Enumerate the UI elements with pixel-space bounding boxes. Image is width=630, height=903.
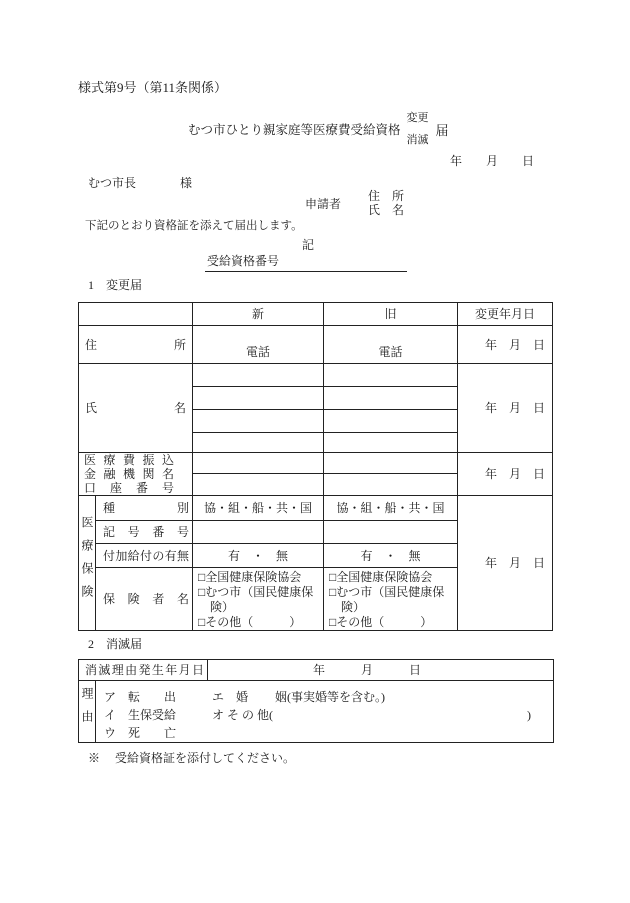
t1-symbol-label: 記号番号 [96,521,193,544]
addressee-line [88,176,192,190]
t1-name-label: 氏名 [79,364,193,453]
t1-name-new-3 [193,410,324,433]
applicant-name-label: 氏 名 [368,203,405,217]
t1-insurer-old [324,568,458,631]
insurer-checkbox-option-1: □全国健康保険協会 [198,570,302,584]
reason-option-o-open: オ そ の 他( [212,708,273,722]
t1-type-new: 協・組・船・共・国 [193,496,324,521]
t1-name-old-3 [324,410,458,433]
form-title-options [407,113,429,146]
recipient-number-field: 受給資格番号 [205,254,407,272]
section2-heading: 2 消滅届 [88,637,143,651]
t1-symbol-old [324,521,458,544]
t1-insurance-date-cell: 年 月 日 [458,496,553,631]
form-title-suffix: 届 [435,122,449,138]
t1-type-old: 協・組・船・共・国 [324,496,458,521]
expiration-notification-table [78,659,554,743]
reason-option-e: エ 婚 姻(事実婚等を含む。) [212,690,385,704]
t1-header-old: 旧 [324,303,458,326]
t1-address-date-cell: 年 月 日 [458,326,553,364]
t1-surcharge-label: 付加給付の有無 [96,544,193,568]
title-option-expire: 消滅 [406,133,429,146]
title-option-change: 変更 [406,111,429,124]
addressee: むつ市長 [88,176,137,190]
applicant-fields [368,189,404,217]
reason-option-o [212,706,553,724]
addressee-honorific: 様 [180,176,193,190]
form-title-main: むつ市ひとり親家庭等医療費受給資格 [188,123,401,137]
t1-corner-cell [79,303,193,326]
section1-heading: 1 変更届 [88,278,143,292]
insurer-checkbox-option-3: □その他（ ） [198,615,302,629]
t2-reason-group-label [79,681,96,743]
insurer-checkbox-option-3: □その他（ ） [329,615,433,629]
t1-name-old-1 [324,364,458,387]
applicant-address-label: 住 所 [368,189,405,203]
t1-surcharge-new: 有 ・ 無 [193,544,324,568]
change-notification-table [78,302,553,631]
t1-type-label: 種別 [96,496,193,521]
applicant-block [305,189,404,217]
form-number: 様式第9号（第11条関係） [78,80,228,95]
bank-label-line3: 口座番号 [84,481,174,495]
t1-bank-old-1 [324,453,458,474]
t1-insurer-label: 保険者名 [96,568,193,631]
t1-name-new-1 [193,364,324,387]
t1-name-old-2 [324,387,458,410]
t1-address-new-cell [193,326,324,364]
t1-name-new-2 [193,387,324,410]
phone-label-new: 電話 [245,345,270,359]
reason-option-u: ウ 死 亡 [104,726,177,740]
header-date-line: 年 月 日 [450,154,535,168]
t1-insurer-new [193,568,324,631]
t1-bank-date-cell: 年 月 日 [458,453,553,496]
reason-option-i: イ 生保受給 [104,708,177,722]
t2-reason-date-label: 消滅理由発生年月日 [79,660,208,681]
t1-address-old-cell [324,326,458,364]
form-title [188,111,449,147]
record-mark: 記 [302,238,315,252]
t1-header-change-date: 変更年月日 [458,303,553,326]
t2-reasons-cell [96,681,554,743]
t1-surcharge-old: 有 ・ 無 [324,544,458,568]
declaration-sentence: 下記のとおり資格証を添えて届出します。 [85,220,303,232]
bank-label-line1: 医療費振込 [84,453,174,467]
t1-symbol-new [193,521,324,544]
footnote: ※ 受給資格証を添付してください。 [88,751,296,765]
insurance-group-vertical-text: 医療保険 [80,515,94,608]
reason-row-3 [104,724,553,742]
phone-label-old: 電話 [378,345,403,359]
t1-name-old-4 [324,433,458,453]
t1-address-label: 住所 [79,326,193,364]
t2-reason-date-cell: 年 月 日 [208,660,554,681]
reason-row-1 [104,688,553,706]
reason-group-vertical-text: 理由 [80,687,94,733]
bank-label-line2: 金融機関名 [84,467,174,481]
reason-option-o-close: ) [527,708,532,722]
t1-bank-new-1 [193,453,324,474]
t1-bank-old-2 [324,474,458,496]
insurer-checkbox-option-1: □全国健康保険協会 [329,570,433,584]
reason-option-a: ア 転 出 [104,690,177,704]
insurer-checkbox-option-2: □むつ市（国民健康保険） [198,585,314,614]
insurer-checkbox-option-2: □むつ市（国民健康保険） [329,585,445,614]
applicant-label: 申請者 [305,196,342,211]
t1-bank-new-2 [193,474,324,496]
t1-name-new-4 [193,433,324,453]
t1-header-new: 新 [193,303,324,326]
t1-insurance-group-label [79,496,96,631]
t1-bank-label [79,453,193,496]
reason-row-2 [104,706,553,724]
t1-name-date-cell: 年 月 日 [458,364,553,453]
